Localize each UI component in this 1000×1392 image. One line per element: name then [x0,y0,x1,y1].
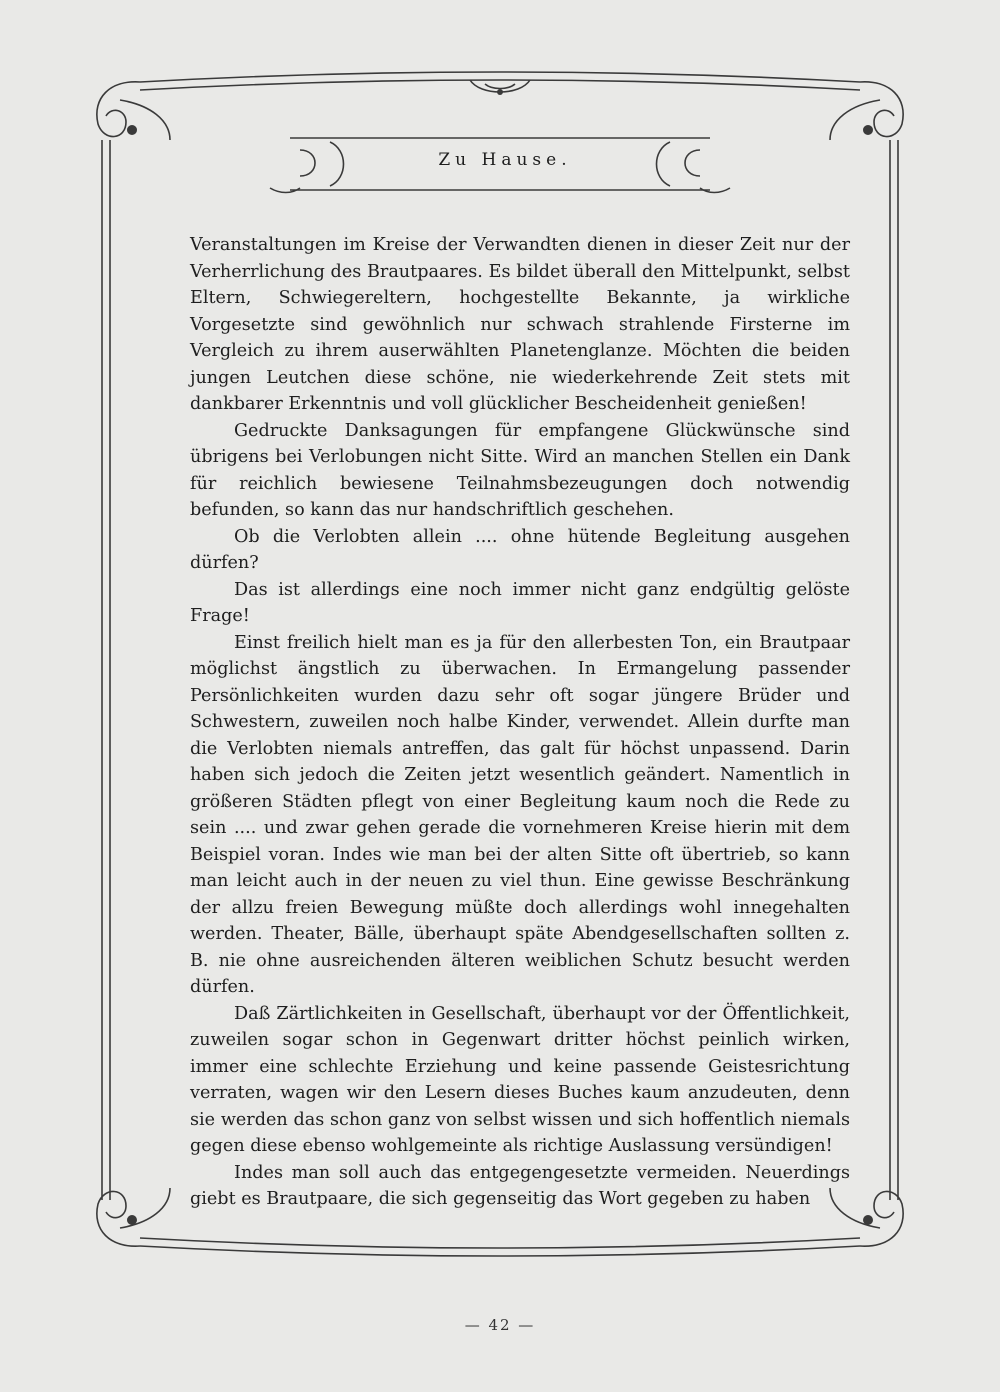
body-text [190,232,850,1213]
paragraph: Indes man soll auch das entgegengesetzte vermeiden. Neuerdings giebt es Brautpaare, die sich gegenseitig das Wort gegeben zu haben [190,1162,850,1209]
page-title: Zu Hause. [438,150,572,170]
paragraph: Veranstaltungen im Kreise der Verwandten dienen in dieser Zeit nur der Verherrlichung des Brautpaares. Es bildet überall den Mittelpunkt, selbst Eltern, Schwiegereltern, hochgestellte Bekannte, ja wirkliche Vorgesetzte sind gewöhnlich nur schwach strahlende Firsterne im Vergleich zu ihrem auserwählten Planetenglanze. Möchten die beiden jungen Leutchen diese schöne, nie wiederkehrende Zeit stets mit dankbarer Erkenntnis und voll glücklicher Bescheidenheit genießen! [190,235,850,414]
page-number: — 42 — [464,1316,536,1334]
paragraph: Ob die Verlobten allein .... ohne hütende Begleitung ausgehen dürfen? [190,526,850,573]
paragraph: Das ist allerdings eine noch immer nicht ganz endgültig gelöste Frage! [190,579,850,626]
paragraph: Daß Zärtlichkeiten in Gesellschaft, überhaupt vor der Öffentlichkeit, zuweilen sogar schon in Gegenwart dritter höchst peinlich wirken, immer eine schlechte Erziehung und keine passende Geistesrichtung verraten, wagen wir den Lesern dieses Buches kaum anzudeuten, denn sie werden das schon ganz von selbst wissen und sich hoffentlich niemals gegen diese ebenso wohlgemeinte als richtige Auslassung versündigen! [190,1003,850,1156]
paragraph: Gedruckte Danksagungen für empfangene Glückwünsche sind übrigens bei Verlobungen nicht Sitte. Wird an manchen Stellen ein Dank für reichlich bewiesene Teilnahmsbezeugungen doch notwendig befunden, so kann das nur handschriftlich geschehen. [190,420,850,520]
paragraph: Einst freilich hielt man es ja für den allerbesten Ton, ein Brautpaar möglichst ängstlich zu überwachen. In Ermangelung passender Persönlichkeiten wurden dazu sehr oft sogar jüngere Brüder und Schwestern, zuweilen noch halbe Kinder, verwendet. Allein durfte man die Verlobten niemals antreffen, das galt für höchst unpassend. Darin haben sich jedoch die Zeiten jetzt wesentlich geändert. Namentlich in größeren Städten pflegt von einer Begleitung kaum noch die Rede zu sein .... und zwar gehen gerade die vornehmeren Kreise hierin mit dem Beispiel voran. Indes wie man bei der alten Sitte oft übertrieb, so kann man leicht auch in der neuen zu viel thun. Eine gewisse Beschränkung der allzu freien Bewegung müßte doch allerdings wohl innegehalten werden. Theater, Bälle, überhaupt späte Abendgesellschaften sollten z. B. nie ohne ausreichenden älteren weiblichen Schutz besucht werden dürfen. [190,632,850,997]
